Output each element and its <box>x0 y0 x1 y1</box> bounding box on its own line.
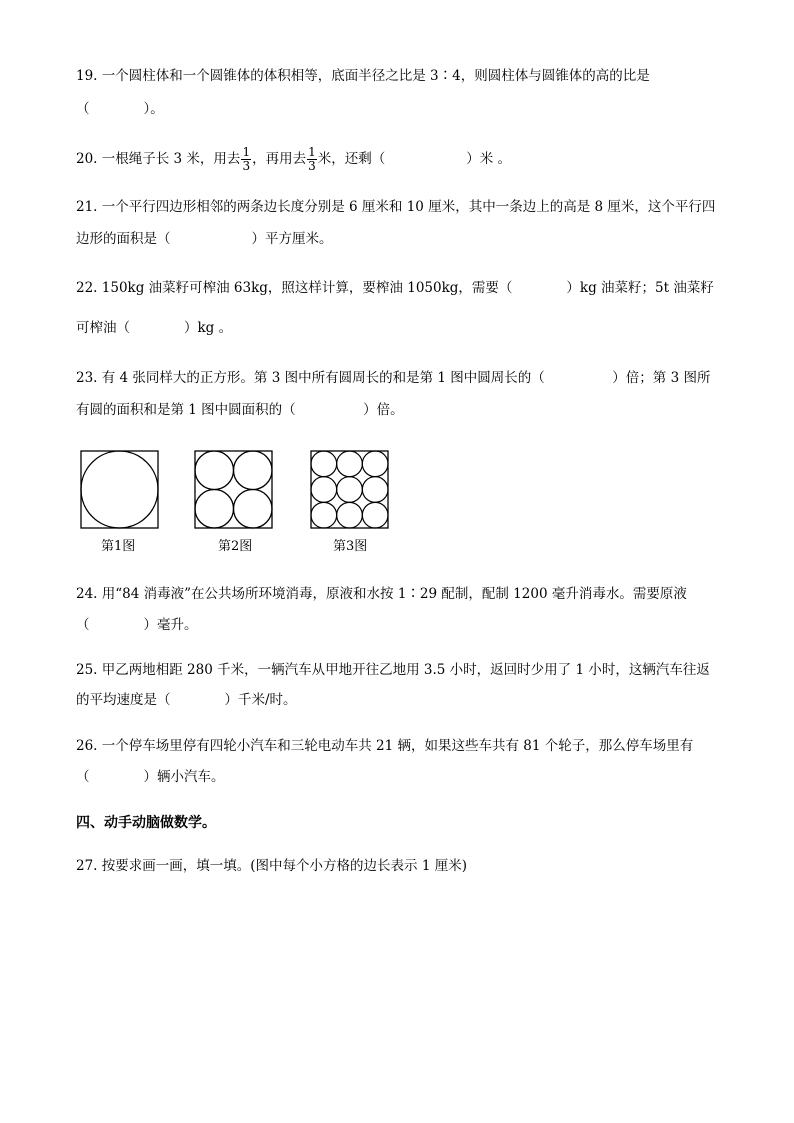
fig3-circle <box>362 477 388 503</box>
fraction-one-third-b <box>307 146 317 173</box>
q25-line2: 的平均速度是（ ）千米/时。 <box>76 692 297 708</box>
figure-1-caption: 第1图 <box>101 539 136 554</box>
fig3-circle <box>337 451 363 477</box>
figure-2-caption: 第2图 <box>218 539 253 554</box>
q23-line2: 有圆的面积和是第 1 图中圆面积的（ ）倍。 <box>76 402 404 418</box>
fig1-circle <box>81 451 158 528</box>
q21-line2: 边形的面积是（ ）平方厘米。 <box>76 231 333 247</box>
fig2-circle <box>234 490 273 529</box>
fig3-circle <box>362 451 388 477</box>
fig2-circle <box>234 451 273 490</box>
q26-line1: 26. 一个停车场里停有四轮小汽车和三轮电动车共 21 辆，如果这些车共有 81 个轮子，那么停车场里有 <box>76 738 694 754</box>
q25-line1: 25. 甲乙两地相距 280 千米，一辆汽车从甲地开往乙地用 3.5 小时，返回时少用了 1 小时，这辆汽车往返 <box>76 662 710 678</box>
fig3-circle <box>311 477 337 503</box>
q20-part2: ，再用去 <box>252 151 307 167</box>
q20-part1: 20. 一根绳子长 3 米，用去 <box>76 151 241 167</box>
fig2-square <box>195 451 272 528</box>
q23-line1: 23. 有 4 张同样大的正方形。第 3 图中所有圆周长的和是第 1 图中圆周长的（ ）倍；第 3 图所 <box>76 370 711 386</box>
fig3-circle <box>311 502 337 528</box>
q22-line1: 22. 150kg 油菜籽可榨油 63kg，照这样计算，要榨油 1050kg，需要（ ）kg 油菜籽；5t 油菜籽 <box>76 280 714 296</box>
figure-3-caption: 第3图 <box>333 539 368 554</box>
figure-3-nine-circles <box>310 450 392 530</box>
figure-1-one-circle <box>80 450 160 530</box>
q24-line2: （ ）毫升。 <box>76 617 198 633</box>
fig2-circle <box>195 451 234 490</box>
q19-line2: （ ）。 <box>76 101 164 117</box>
question-20 <box>76 146 511 173</box>
q19-line1: 19. 一个圆柱体和一个圆锥体的体积相等，底面半径之比是 3∶4，则圆柱体与圆锥体的高的比是 <box>76 68 650 84</box>
frac1-denominator: 3 <box>242 159 251 173</box>
frac2-denominator: 3 <box>308 159 316 173</box>
section-4-heading: 四、动手动脑做数学。 <box>76 815 216 831</box>
q24-line1: 24. 用“84 消毒液”在公共场所环境消毒，原液和水按 1∶29 配制，配制 1200 毫升消毒水。需要原液 <box>76 586 687 602</box>
q20-part3: 米，还剩（ ）米 。 <box>317 151 512 167</box>
fraction-one-third-a <box>241 146 251 173</box>
q22-line2: 可榨油（ ）kg 。 <box>76 320 233 336</box>
fig3-square <box>311 451 388 528</box>
fig2-circle <box>195 490 234 529</box>
q26-line2: （ ）辆小汽车。 <box>76 769 225 785</box>
figure-2-four-circles <box>194 450 274 530</box>
fig3-circle <box>362 502 388 528</box>
frac1-numerator: 1 <box>242 145 251 159</box>
frac2-numerator: 1 <box>308 145 316 159</box>
q21-line1: 21. 一个平行四边形相邻的两条边长度分别是 6 厘米和 10 厘米，其中一条边上的高是 8 厘米，这个平行四 <box>76 199 716 215</box>
fig3-circle <box>337 477 363 503</box>
fig3-circle <box>311 451 337 477</box>
fig3-circle <box>337 502 363 528</box>
question-27: 27. 按要求画一画，填一填。(图中每个小方格的边长表示 1 厘米) <box>76 858 467 874</box>
